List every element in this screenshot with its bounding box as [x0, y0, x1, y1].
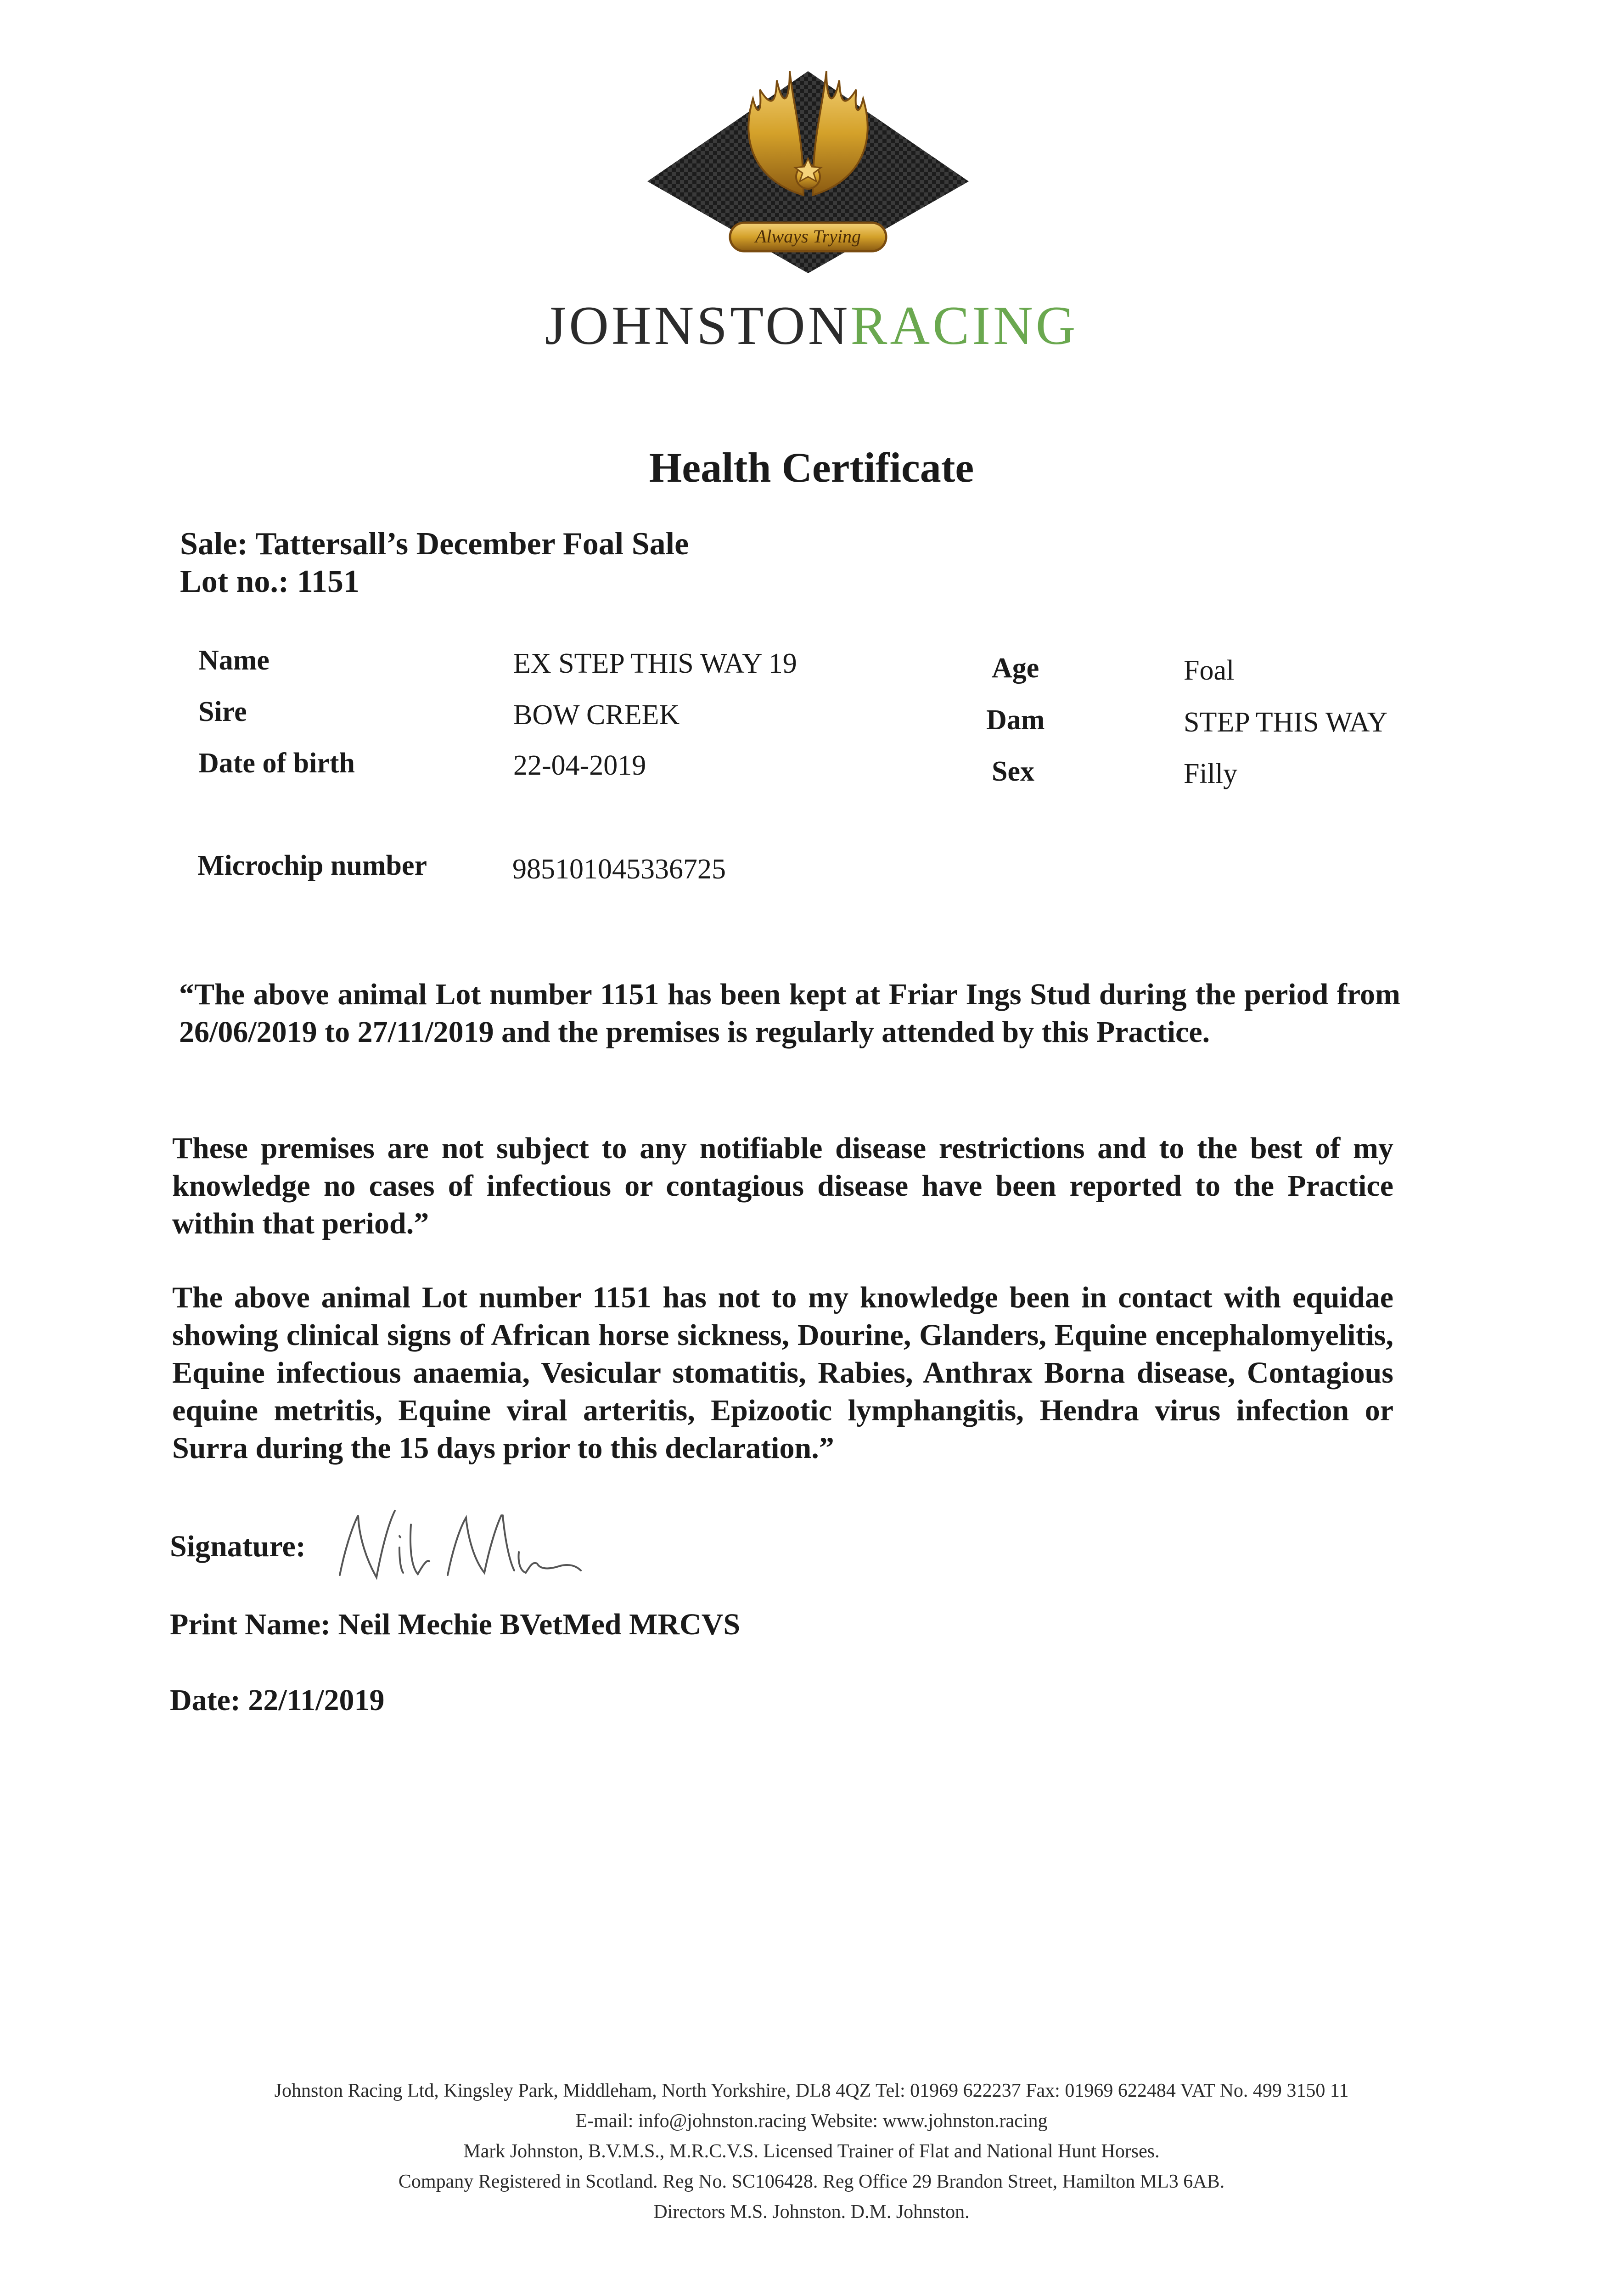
dob-value: 22-04-2019 [513, 750, 646, 781]
age-value: Foal [1184, 655, 1235, 686]
lot-label: Lot no.: [180, 564, 289, 599]
sale-label: Sale: [180, 526, 248, 562]
footer-registration: Company Registered in Scotland. Reg No. SC106428. Reg Office 29 Brandon Street, Hamilton ML3 6AB. [398, 2171, 1225, 2192]
winged-crest-icon [643, 44, 973, 273]
lot-line [180, 563, 359, 600]
dob-label: Date of birth [198, 748, 355, 779]
logo-motto: Always Trying [755, 226, 861, 247]
company-footer [0, 2076, 1623, 2227]
brand-racing: RACING [850, 295, 1078, 356]
sale-line [180, 526, 689, 563]
company-logo [643, 44, 973, 273]
brand-name [0, 294, 1623, 357]
footer-address: Johnston Racing Ltd, Kingsley Park, Middleham, North Yorkshire, DL8 4QZ Tel: 01969 622237 Fax: 01969 622484 VAT No. 499 3150 11 [274, 2080, 1349, 2101]
signature-label: Signature: [170, 1530, 306, 1563]
lot-value: 1151 [297, 564, 359, 599]
sire-value: BOW CREEK [513, 699, 680, 731]
footer-contact: E-mail: info@johnston.racing Website: www.johnston.racing [575, 2110, 1048, 2132]
declaration-paragraph-1: “The above animal Lot number 1151 has been kept at Friar Ings Stud during the period from 26/06/2019 to 27/11/2019 and the premises is regularly attended by this Practice. [179, 978, 1400, 1049]
signature-text: Neil Mechie [331, 1593, 333, 1594]
microchip-value: 985101045336725 [512, 854, 726, 885]
name-label: Name [198, 645, 270, 676]
age-label: Age [992, 653, 1039, 684]
footer-directors: Directors M.S. Johnston. D.M. Johnston. [653, 2201, 970, 2223]
dam-value: STEP THIS WAY [1184, 707, 1388, 738]
sex-value: Filly [1184, 758, 1238, 789]
dam-label: Dam [986, 704, 1045, 736]
handwritten-signature [331, 1497, 588, 1598]
brand-johnston: JOHNSTON [545, 295, 851, 356]
declaration-paragraph-3: The above animal Lot number 1151 has not to my knowledge been in contact with equidae showing clinical signs of African horse sickness, Dourine, Glanders, Equine encephalomyelitis, Equine infectious anaemia, Vesicular stomatitis, Rabies, Anthrax Borna disease, Contagious equine metritis, Equine viral arteritis, Epizootic lymphangitis, Hendra virus infection or Surra during the 15 days prior to this declaration.” [172, 1281, 1393, 1465]
sale-value: Tattersall’s December Foal Sale [255, 526, 689, 562]
name-value: EX STEP THIS WAY 19 [513, 648, 797, 679]
print-name: Print Name: Neil Mechie BVetMed MRCVS [170, 1608, 741, 1641]
footer-trainer: Mark Johnston, B.V.M.S., M.R.C.V.S. Licensed Trainer of Flat and National Hunt Horses. [463, 2141, 1160, 2162]
sex-label: Sex [992, 756, 1034, 787]
sire-label: Sire [198, 696, 247, 727]
declaration-paragraph-2: These premises are not subject to any notifiable disease restrictions and to the best of my knowledge no cases of infectious or contagious disease have been reported to the Practice within that period.” [172, 1131, 1393, 1240]
microchip-label: Microchip number [197, 850, 427, 881]
page-title: Health Certificate [649, 444, 974, 491]
signature-date: Date: 22/11/2019 [170, 1683, 385, 1717]
